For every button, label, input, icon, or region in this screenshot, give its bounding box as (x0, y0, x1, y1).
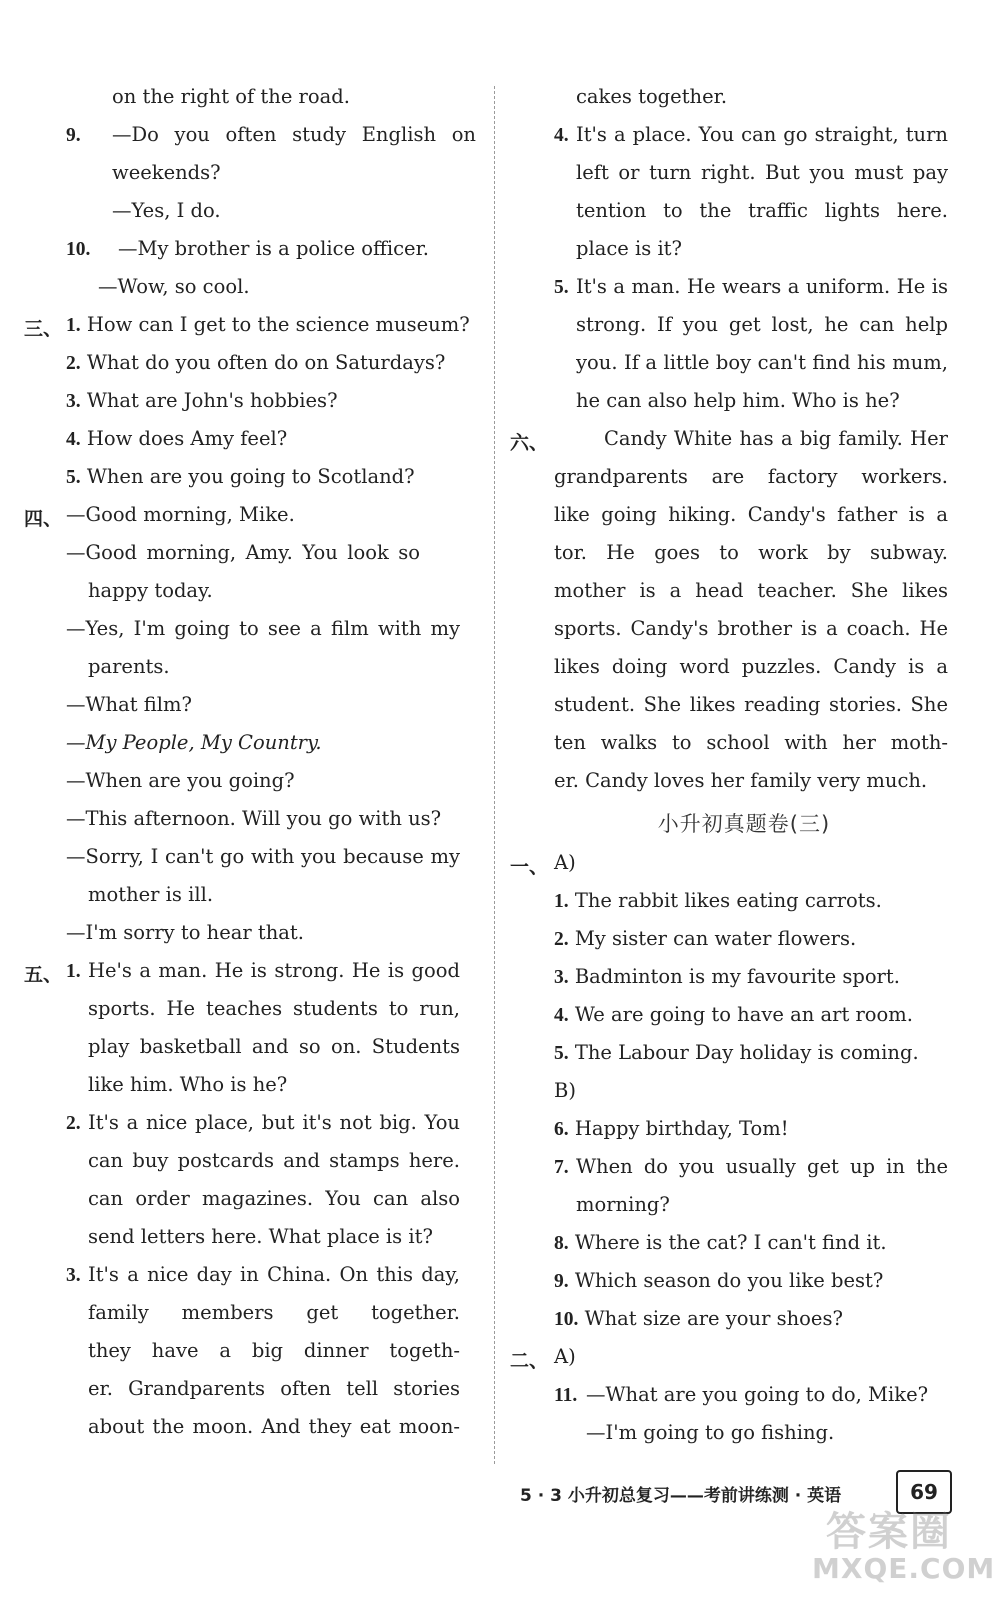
watermark-logo (806, 1500, 996, 1596)
text-line: tention to the traffic lights here. (576, 199, 948, 222)
text-line: er. Grandparents often tell stories (88, 1377, 460, 1400)
item-number: 9. (66, 125, 81, 146)
part-label: A) (554, 1345, 576, 1368)
dialogue-line: parents. (88, 655, 170, 678)
text-line: It's a nice day in China. On this day, (88, 1263, 460, 1286)
text-line: weekends? (112, 161, 221, 184)
text-line: sports. He teaches students to run, (88, 997, 460, 1020)
text-line: —Yes, I do. (112, 199, 221, 222)
section-marker: 六、 (510, 432, 549, 454)
item-number: 4. (554, 125, 569, 146)
list-item: 1. The rabbit likes eating carrots. (554, 889, 882, 912)
page-footer: 5 · 3 小升初总复习——考前讲练测 · 英语 (520, 1486, 842, 1506)
paragraph-line: tor. He goes to work by subway. (554, 541, 948, 564)
dialogue-line: —This afternoon. Will you go with us? (66, 807, 442, 830)
paragraph-line: like going hiking. Candy's father is a (554, 503, 948, 526)
dialogue-line: —Good morning, Amy. You look so (66, 541, 420, 564)
list-item: 2. My sister can water flowers. (554, 927, 857, 950)
text-line: He's a man. He is strong. He is good (88, 959, 460, 982)
dialogue-line: —Good morning, Mike. (66, 503, 295, 526)
part-label: B) (554, 1079, 576, 1102)
text-line: —Do you often study English on (112, 123, 476, 146)
text-line: —Wow, so cool. (98, 275, 250, 298)
text-line: cakes together. (576, 85, 728, 108)
text-line: family members get together. (88, 1301, 460, 1324)
dialogue-line: —I'm going to go fishing. (586, 1421, 835, 1444)
section-title: 小升初真题卷(三) (657, 812, 831, 836)
item-number: 7. (554, 1157, 569, 1178)
text-line: It's a place. You can go straight, turn (576, 123, 948, 146)
item-number: 10. (66, 239, 91, 260)
dialogue-line: —Sorry, I can't go with you because my (66, 845, 460, 868)
text-line: you. If a little boy can't find his mum, (576, 351, 948, 374)
paragraph-line: er. Candy loves her family very much. (554, 769, 928, 792)
text-line: morning? (576, 1193, 670, 1216)
list-item: 4. We are going to have an art room. (554, 1003, 913, 1026)
watermark-text: 答案圈 (826, 1509, 952, 1555)
dialogue-line: —What are you going to do, Mike? (586, 1383, 929, 1406)
item-number: 3. (66, 1265, 81, 1286)
text-line: on the right of the road. (112, 85, 350, 108)
list-item: 4. How does Amy feel? (66, 427, 288, 450)
text-line: he can also help him. Who is he? (576, 389, 900, 412)
text-line: —My brother is a police officer. (118, 237, 429, 260)
paragraph-line: grandparents are factory workers. (554, 465, 948, 488)
section-marker: 二、 (510, 1350, 549, 1372)
item-number: 1. (66, 961, 81, 982)
section-marker: 四、 (24, 508, 63, 530)
section-marker: 五、 (24, 964, 63, 986)
dialogue-line: —When are you going? (66, 769, 295, 792)
item-number: 2. (66, 1113, 81, 1134)
list-item: 8. Where is the cat? I can't find it. (554, 1231, 887, 1254)
dialogue-line: mother is ill. (88, 883, 214, 906)
list-item: 3. What are John's hobbies? (66, 389, 338, 412)
list-item: 3. Badminton is my favourite sport. (554, 965, 900, 988)
dialogue-line: —I'm sorry to hear that. (66, 921, 304, 944)
text-line: strong. If you get lost, he can help (576, 313, 948, 336)
dialogue-line: —My People, My Country. (66, 731, 322, 754)
paragraph-line: sports. Candy's brother is a coach. He (554, 617, 948, 640)
part-label: A) (554, 851, 576, 874)
text-line: they have a big dinner togeth- (88, 1339, 460, 1362)
text-line: can buy postcards and stamps here. (88, 1149, 460, 1172)
watermark-url: MXQE.COM (812, 1552, 996, 1585)
paragraph-line: ten walks to school with her moth- (554, 731, 948, 754)
paragraph-line: student. She likes reading stories. She (554, 693, 948, 716)
list-item: 2. What do you often do on Saturdays? (66, 351, 446, 374)
text-line: left or turn right. But you must pay (576, 161, 948, 184)
paragraph-line: likes doing word puzzles. Candy is a (554, 655, 948, 678)
item-number: 11. (554, 1385, 578, 1406)
dialogue-line: —What film? (66, 693, 192, 716)
list-item: 9. Which season do you like best? (554, 1269, 884, 1292)
list-item: 6. Happy birthday, Tom! (554, 1117, 789, 1140)
list-item: 1. How can I get to the science museum? (66, 313, 470, 336)
paragraph-line: mother is a head teacher. She likes (554, 579, 948, 602)
list-item: 10. What size are your shoes? (554, 1307, 843, 1330)
list-item: 5. The Labour Day holiday is coming. (554, 1041, 919, 1064)
section-marker: 一、 (510, 856, 549, 878)
dialogue-line: —Yes, I'm going to see a film with my (66, 617, 460, 640)
text-line: It's a nice place, but it's not big. You (88, 1111, 460, 1134)
section-marker: 三、 (24, 318, 63, 340)
item-number: 5. (554, 277, 569, 298)
page-number: 69 (896, 1470, 952, 1514)
dialogue-line: happy today. (88, 579, 213, 602)
text-line: place is it? (576, 237, 682, 260)
column-divider (494, 86, 495, 1464)
text-line: It's a man. He wears a uniform. He is (576, 275, 948, 298)
text-line: play basketball and so on. Students (88, 1035, 460, 1058)
text-line: When do you usually get up in the (576, 1155, 948, 1178)
paragraph-line: Candy White has a big family. Her (604, 427, 948, 450)
text-line: can order magazines. You can also (88, 1187, 460, 1210)
list-item: 5. When are you going to Scotland? (66, 465, 415, 488)
text-line: like him. Who is he? (88, 1073, 288, 1096)
text-line: send letters here. What place is it? (88, 1225, 433, 1248)
text-line: about the moon. And they eat moon- (88, 1415, 460, 1438)
